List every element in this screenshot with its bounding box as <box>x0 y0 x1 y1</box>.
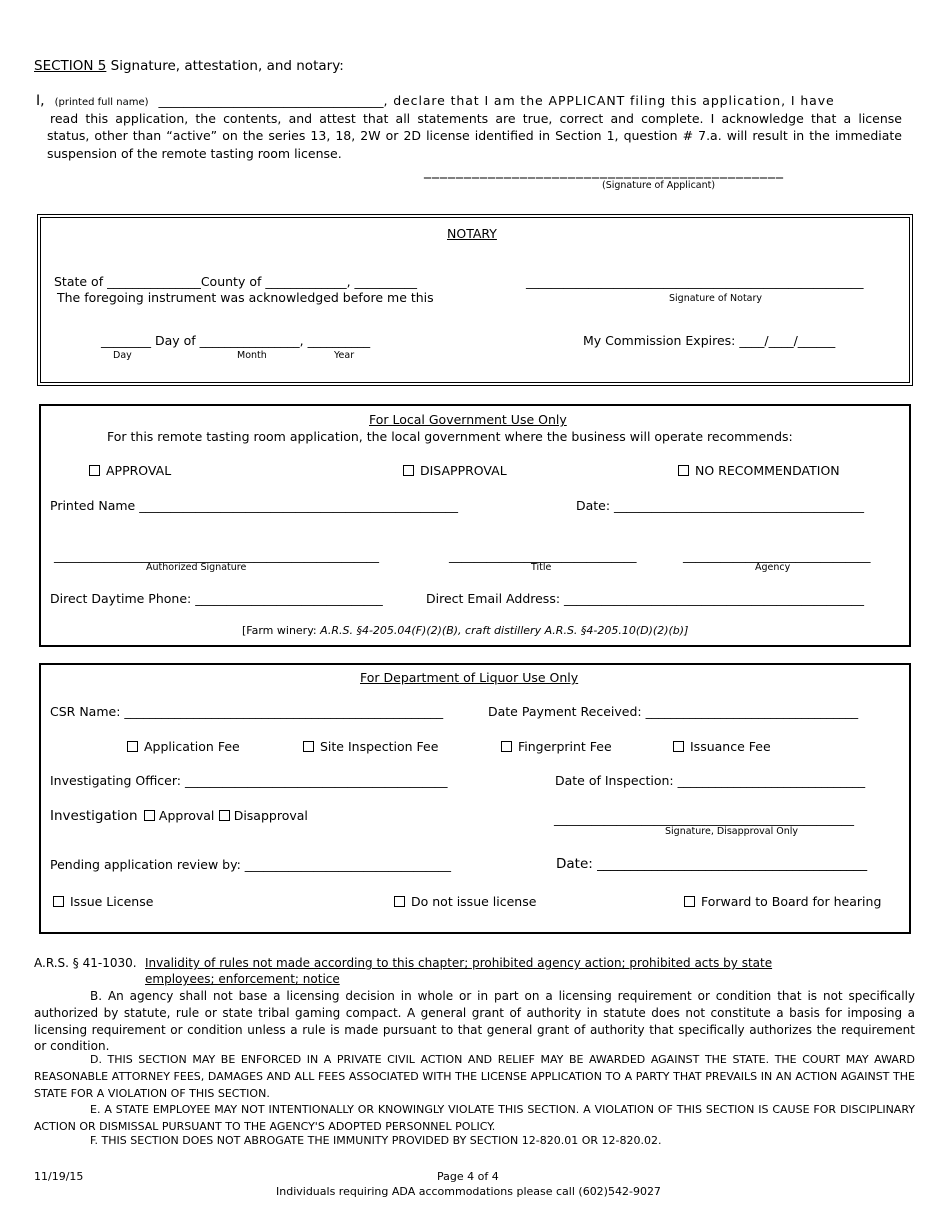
no-recommendation-label: NO RECOMMENDATION <box>695 463 840 478</box>
local-gov-title: For Local Government Use Only <box>369 412 567 427</box>
liquor-dept-title: For Department of Liquor Use Only <box>360 670 579 685</box>
section-number: SECTION 5 <box>34 58 107 74</box>
authorized-signature-label: Authorized Signature <box>146 562 247 573</box>
application-fee-label: Application Fee <box>144 739 240 754</box>
disapproval-label: DISAPPROVAL <box>420 463 507 478</box>
local-date[interactable]: Date: ________________________________________ <box>576 498 865 513</box>
disapproval-checkbox[interactable] <box>403 463 507 478</box>
investigating-officer[interactable]: Investigating Officer: __________________________________________ <box>50 773 448 788</box>
investigation-disapproval-label: Disapproval <box>233 808 308 823</box>
approval-checkbox[interactable] <box>89 463 171 478</box>
printed-name-blank[interactable]: ____________________________________ <box>158 93 384 108</box>
notary-signature-line[interactable]: ______________________________________________________ <box>526 274 864 289</box>
notary-state-county[interactable]: State of _______________County of _____________, __________ <box>54 274 418 289</box>
disapproval-signature-label: Signature, Disapproval Only <box>665 826 799 837</box>
disapproval-signature-line[interactable]: ________________________________________________ <box>554 811 854 826</box>
investigation-disapproval-checkbox[interactable] <box>219 808 308 824</box>
statute-paragraph-d: D. THIS SECTION MAY BE ENFORCED IN A PRIVATE CIVIL ACTION AND RELIEF MAY BE AWARDED AGAINST THE STATE. THE COURT MAY AWARD REASONABLE ATTORNEY FEES, DAMAGES AND ALL FEES ASSOCIATED WITH THE LICENSE APPLICATION TO A PARTY THAT PREVAILS IN AN ACTION AGAINST THE STATE FOR A VIOLATION OF THIS SECTION. <box>34 1053 915 1100</box>
notary-title: NOTARY <box>447 226 497 241</box>
statute-paragraph-f: F. THIS SECTION DOES NOT ABROGATE THE IMMUNITY PROVIDED BY SECTION 12-820.01 OR 12-820.02. <box>90 1134 662 1147</box>
declaration-i: I, <box>36 93 45 109</box>
issuance-fee-checkbox[interactable] <box>673 739 771 754</box>
checkbox-icon <box>501 741 512 752</box>
issue-license-label: Issue License <box>70 894 154 909</box>
date-of-inspection[interactable]: Date of Inspection: ______________________________ <box>555 773 866 788</box>
declaration-line-2: read this application, the contents, and attest that all statements are true, correct and complete. I acknowledge that a license <box>50 111 902 126</box>
declaration-line-1 <box>36 93 902 109</box>
declaration-line-4: suspension of the remote tasting room license. <box>47 146 342 161</box>
pending-review-by[interactable]: Pending application review by: _________________________________ <box>50 857 452 872</box>
checkbox-icon <box>394 896 405 907</box>
declaration-text-1: , declare that I am the APPLICANT filing this application, I have <box>383 93 835 108</box>
reference-statutes: A.R.S. §4-205.04(F)(2)(B), craft distillery A.R.S. §4-205.10(D)(2)(b)] <box>320 624 689 637</box>
notary-commission-expires[interactable]: My Commission Expires: ____/____/______ <box>583 333 836 348</box>
checkbox-icon <box>53 896 64 907</box>
fingerprint-fee-checkbox[interactable] <box>501 739 612 754</box>
investigation-approval-label: Approval <box>158 808 215 823</box>
checkbox-icon <box>144 810 155 821</box>
title-line[interactable]: ______________________________ <box>449 548 637 563</box>
notary-year-label: Year <box>334 350 355 361</box>
investigation-approval-checkbox[interactable] <box>142 808 214 824</box>
date-payment-received[interactable]: Date Payment Received: __________________________________ <box>488 704 859 719</box>
declaration-line-3: status, other than “active” on the series 13, 18, 2W or 2D license identified in Section 1, question # 7.a. will result in the immediate <box>47 128 902 143</box>
checkbox-icon <box>89 465 100 476</box>
direct-email-address[interactable]: Direct Email Address: ________________________________________________ <box>426 591 865 606</box>
notary-foregoing: The foregoing instrument was acknowledged before me this <box>57 290 434 305</box>
issue-license-checkbox[interactable] <box>53 894 153 909</box>
fingerprint-fee-label: Fingerprint Fee <box>518 739 612 754</box>
authorized-signature-line[interactable]: ____________________________________________________ <box>54 548 379 563</box>
liquor-date[interactable]: Date: ________________________________________ <box>556 856 868 872</box>
footer-date: 11/19/15 <box>34 1170 84 1183</box>
forward-to-board-checkbox[interactable] <box>684 894 881 909</box>
statute-heading-1: Invalidity of rules not made according to this chapter; prohibited agency action; prohibited acts by state <box>145 956 773 970</box>
site-inspection-fee-checkbox[interactable] <box>303 739 438 754</box>
direct-daytime-phone[interactable]: Direct Daytime Phone: ______________________________ <box>50 591 383 606</box>
applicant-signature-line[interactable]: _____________________________________________ <box>424 163 784 179</box>
reference-prefix: [Farm winery: <box>242 624 321 637</box>
csr-name[interactable]: CSR Name: ___________________________________________________ <box>50 704 444 719</box>
checkbox-icon <box>219 810 230 821</box>
section-title: Signature, attestation, and notary: <box>106 58 344 74</box>
application-fee-checkbox[interactable] <box>127 739 240 754</box>
notary-day-label: Day <box>113 350 132 361</box>
agency-label: Agency <box>755 562 791 573</box>
footer-ada-notice: Individuals requiring ADA accommodations please call (602)542-9027 <box>276 1185 661 1198</box>
section-heading <box>34 58 344 74</box>
approval-label: APPROVAL <box>106 463 172 478</box>
no-recommendation-checkbox[interactable] <box>678 463 840 478</box>
title-label: Title <box>531 562 552 573</box>
checkbox-icon <box>673 741 684 752</box>
checkbox-icon <box>684 896 695 907</box>
forward-to-board-label: Forward to Board for hearing <box>701 894 882 909</box>
notary-month-label: Month <box>237 350 267 361</box>
statute-paragraph-e: E. A STATE EMPLOYEE MAY NOT INTENTIONALLY OR KNOWINGLY VIOLATE THIS SECTION. A VIOLATION OF THIS SECTION IS CAUSE FOR DISCIPLINARY ACTION OR DISMISSAL PURSUANT TO THE AGENCY'S ADOPTED PERSONNEL POLICY. <box>34 1103 915 1133</box>
statute-heading-2: employees; enforcement; notice <box>145 972 340 986</box>
checkbox-icon <box>678 465 689 476</box>
issuance-fee-label: Issuance Fee <box>690 739 771 754</box>
agency-line[interactable]: ______________________________ <box>683 548 871 563</box>
footer-page-number: Page 4 of 4 <box>437 1170 499 1183</box>
do-not-issue-label: Do not issue license <box>411 894 537 909</box>
site-inspection-fee-label: Site Inspection Fee <box>320 739 439 754</box>
investigation-label: Investigation <box>50 808 138 824</box>
farm-winery-reference <box>242 624 688 637</box>
checkbox-icon <box>127 741 138 752</box>
local-printed-name[interactable]: Printed Name ___________________________________________________ <box>50 498 458 513</box>
checkbox-icon <box>403 465 414 476</box>
applicant-signature-label: (Signature of Applicant) <box>602 180 716 191</box>
notary-day-line[interactable]: ________ Day of ________________, __________ <box>101 333 371 348</box>
checkbox-icon <box>303 741 314 752</box>
statute-paragraph-b: B. An agency shall not base a licensing decision in whole or in part on a licensing requirement or condition that is not specifically authorized by statute, rule or state tribal gaming compact. A general grant of authority in statute does not constitute a basis for imposing a licensing requirement or condition unless a rule is made pursuant to that general grant of authority that specifically authorizes the requirement or condition. <box>34 989 915 1054</box>
do-not-issue-checkbox[interactable] <box>394 894 536 909</box>
notary-signature-label: Signature of Notary <box>669 293 763 304</box>
local-gov-intro: For this remote tasting room application, the local government where the business will operate recommends: <box>107 429 793 444</box>
printed-name-label: (printed full name) <box>54 97 149 108</box>
statute-reference: A.R.S. § 41-1030. <box>34 956 137 970</box>
investigation-row <box>50 808 308 824</box>
